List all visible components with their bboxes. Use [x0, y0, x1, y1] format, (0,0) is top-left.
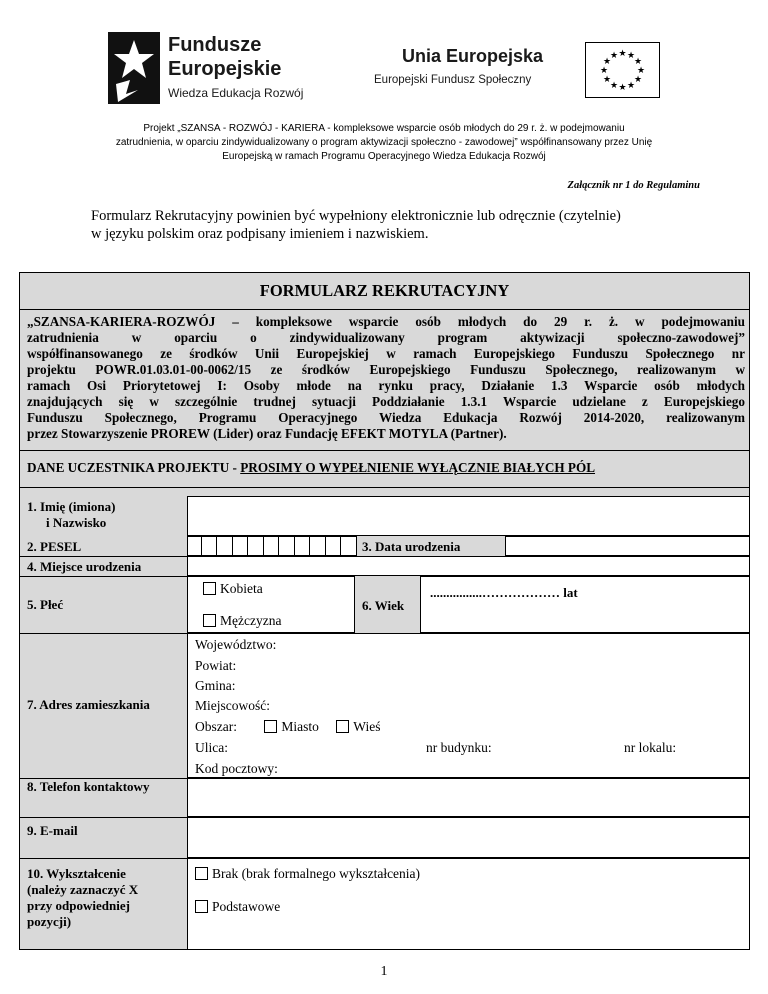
svg-text:★: ★ — [626, 51, 636, 61]
logo-funds-line3: Wiedza Edukacja Rozwój — [168, 86, 304, 100]
email-input[interactable] — [187, 817, 750, 858]
desc-line: projektu POWR.01.03.01-00-0062/15 ze środków Europejskiego Funduszu Społecznego, realizowanym w — [27, 362, 745, 377]
logo-funds-line2: Europejskie — [168, 58, 282, 80]
name-input[interactable] — [187, 496, 750, 536]
birth-date-input[interactable] — [505, 536, 750, 556]
desc-line: ramach Osi Priorytetowej I: Osoby młode na rynku pracy, Działanie 1.3 Wsparcie osób młodych — [27, 378, 745, 393]
area-label: Obszar: — [195, 719, 237, 734]
phone-input[interactable] — [187, 778, 750, 817]
svg-text:★: ★ — [633, 75, 643, 85]
address-area-row — [195, 719, 380, 735]
pesel-cell-divider — [278, 536, 279, 556]
divider — [19, 858, 187, 859]
svg-text:★: ★ — [618, 49, 627, 59]
logo-funds-line1: Fundusze — [168, 34, 262, 56]
address-county[interactable]: Powiat: — [195, 658, 237, 673]
eu-funds-star-logo-icon — [108, 32, 160, 104]
desc-line: „SZANSA-KARIERA-ROZWÓJ – kompleksowe wsparcie osób młodych do 29 r. ż. w podejmowaniu — [27, 314, 745, 329]
address-apartment-no[interactable]: nr lokalu: — [624, 740, 677, 755]
svg-text:★: ★ — [609, 81, 619, 91]
section-emphasis: PROSIMY O WYPEŁNIENIE WYŁĄCZNIE BIAŁYCH PÓL — [240, 460, 596, 475]
svg-text:★: ★ — [599, 66, 609, 76]
divider — [19, 576, 187, 577]
label-education-1: 10. Wykształcenie — [27, 866, 126, 881]
address-building-no[interactable]: nr budynku: — [426, 740, 492, 755]
option-male-label: Mężczyzna — [220, 613, 282, 628]
label-name-2: i Nazwisko — [46, 515, 107, 530]
svg-text:★: ★ — [602, 75, 612, 85]
age-value: ................……………… lat — [430, 585, 578, 600]
checkbox-male[interactable] — [203, 614, 216, 627]
logo-eu-line1: Unia Europejska — [402, 46, 544, 66]
desc-line: znajdujących się w szczególnie trudnej sytuacji Poddziałanie 1.3.1 Wsparcie udzielane z Europejskiego — [27, 394, 745, 409]
option-female[interactable] — [203, 581, 263, 597]
logo-eu — [374, 42, 662, 102]
checkbox-city[interactable] — [264, 720, 277, 733]
address-voivodeship[interactable]: Województwo: — [195, 637, 277, 652]
label-pesel: 2. PESEL — [27, 539, 82, 554]
page-number: 1 — [380, 964, 388, 979]
svg-text:★: ★ — [602, 57, 612, 67]
desc-line: zatrudnienia w oparciu o zindywidualizowany program aktywizacji społeczno-zawodowej” — [27, 330, 745, 345]
logo-eu-line2: Europejski Fundusz Społeczny — [374, 74, 532, 86]
pesel-cell-divider — [294, 536, 295, 556]
label-name-1: 1. Imię (imiona) — [27, 499, 116, 514]
pesel-cell-divider — [201, 536, 202, 556]
section-prefix: DANE UCZESTNIKA PROJEKTU - — [27, 460, 241, 475]
birth-place-input[interactable] — [187, 556, 750, 576]
label-email: 9. E-mail — [27, 823, 78, 838]
label-phone: 8. Telefon kontaktowy — [27, 779, 150, 794]
divider — [19, 450, 750, 451]
pesel-cell-divider — [232, 536, 233, 556]
form-title: FORMULARZ REKRUTACYJNY — [259, 281, 510, 300]
pesel-cell-divider — [247, 536, 248, 556]
section-header — [27, 460, 595, 476]
project-line-3: Europejską w ramach Programu Operacyjnego Wiedza Edukacja Rozwój — [222, 151, 546, 162]
divider — [19, 817, 187, 818]
project-line-1: Projekt „SZANSA - ROZWÓJ - KARIERA - kompleksowe wsparcie osób młodych do 29 r. ż. w podejmowaniu — [143, 123, 625, 134]
label-education-3: przy odpowiedniej — [27, 898, 130, 913]
intro-line-1: Formularz Rekrutacyjny powinien być wypełniony elektronicznie lub odręcznie (czytelnie) — [91, 208, 621, 224]
checkbox-village[interactable] — [336, 720, 349, 733]
divider — [19, 309, 750, 310]
svg-text:★: ★ — [626, 81, 636, 91]
desc-line: współfinansowanego ze środków Unii Europejskiej w ramach Europejskiego Funduszu Społecznego nr — [27, 346, 745, 361]
divider — [19, 633, 187, 634]
label-sex: 5. Płeć — [27, 597, 64, 612]
svg-text:★: ★ — [609, 51, 619, 61]
label-age: 6. Wiek — [362, 598, 405, 613]
logo-funds — [108, 30, 338, 108]
label-birth-place: 4. Miejsce urodzenia — [27, 559, 142, 574]
address-postal-code[interactable]: Kod pocztowy: — [195, 761, 278, 776]
divider — [19, 487, 750, 488]
svg-text:★: ★ — [633, 57, 643, 67]
option-edu-none-label: Brak (brak formalnego wykształcenia) — [212, 866, 421, 881]
option-edu-primary[interactable] — [195, 899, 280, 915]
option-female-label: Kobieta — [220, 581, 263, 596]
area-village-label: Wieś — [353, 719, 381, 734]
address-locality[interactable]: Miejscowość: — [195, 698, 270, 713]
desc-line: Funduszu Społecznego, Programu Operacyjnego Wiedza Edukacja Rozwój 2014-2020, realizowanym — [27, 410, 745, 425]
option-male[interactable] — [203, 613, 281, 629]
checkbox-female[interactable] — [203, 582, 216, 595]
pesel-input[interactable] — [187, 536, 357, 556]
address-commune[interactable]: Gmina: — [195, 678, 236, 693]
intro-line-2: w języku polskim oraz podpisany imieniem i nazwiskiem. — [91, 226, 429, 242]
option-edu-primary-label: Podstawowe — [212, 899, 281, 914]
svg-text:★: ★ — [636, 66, 646, 76]
svg-text:★: ★ — [618, 83, 627, 93]
checkbox-edu-primary[interactable] — [195, 900, 208, 913]
pesel-cell-divider — [216, 536, 217, 556]
eu-flag-icon — [585, 42, 660, 98]
label-address: 7. Adres zamieszkania — [27, 697, 150, 712]
pesel-cell-divider — [309, 536, 310, 556]
label-birth-date: 3. Data urodzenia — [362, 539, 461, 554]
label-education-4: pozycji) — [27, 914, 72, 929]
label-education-2: (należy zaznaczyć X — [27, 882, 139, 897]
area-city-label: Miasto — [281, 719, 319, 734]
address-street[interactable]: Ulica: — [195, 740, 228, 755]
form-description — [27, 314, 745, 442]
option-edu-none[interactable] — [195, 866, 420, 882]
checkbox-edu-none[interactable] — [195, 867, 208, 880]
pesel-cell-divider — [325, 536, 326, 556]
project-line-2: zatrudnienia, w oparciu zindywidualizowany o program aktywizacji społeczno - zawodowej” współfinansowany przez Unię — [115, 137, 653, 148]
divider — [19, 556, 187, 557]
pesel-cell-divider — [263, 536, 264, 556]
attachment-note: Załącznik nr 1 do Regulaminu — [567, 180, 700, 191]
desc-line: przez Stowarzyszenie PROREW (Lider) oraz Fundację EFEKT MOTYLA (Partner). — [27, 426, 507, 441]
pesel-cell-divider — [340, 536, 341, 556]
address-block — [187, 633, 750, 778]
